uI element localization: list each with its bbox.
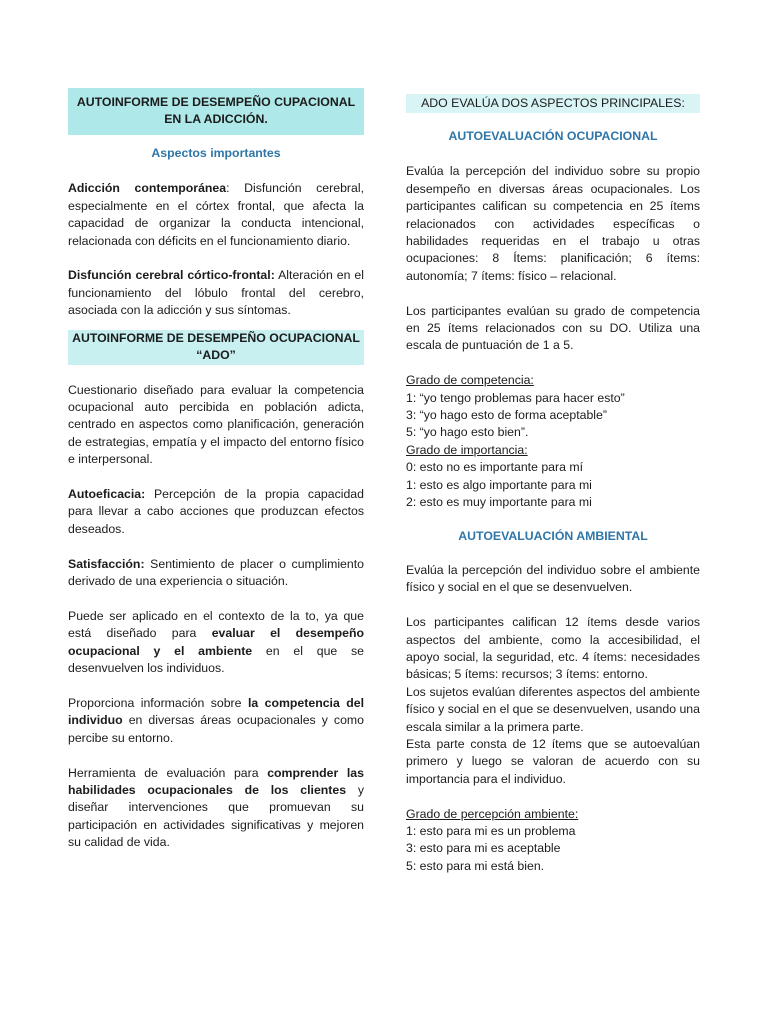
text-info-b: en diversas áreas ocupacionales y como percibe su entorno. xyxy=(68,713,364,745)
paragraph-participantes: Los participantes evalúan su grado de competencia en 25 ítems relacionados con su DO. Utiliza una escala de puntuación de 1 a 5. xyxy=(406,303,700,353)
importancia-item: 0: esto no es importante para mí xyxy=(406,460,584,475)
left-column xyxy=(68,88,364,852)
def-autoeficacia: Percepción de la propia capacidad para llevar a cabo acciones que produzcan efectos deseados. xyxy=(68,487,364,536)
paragraph-cuestionario: Cuestionario diseñado para evaluar la competencia ocupacional auto percibida en población adicta, centrado en aspectos como planificación, generación de estrategias, empatía y el impacto del entorno físico e interpersonal. xyxy=(68,382,364,467)
percepcion-heading: Grado de percepción ambiente: xyxy=(406,806,579,821)
paragraph-consta: Esta parte consta de 12 ítems que se autoevalúan primero y luego se valoran de acuerdo con su importancia para el individuo. xyxy=(406,736,700,786)
paragraph-sujetos: Los sujetos evalúan diferentes aspectos del ambiente físico y social en el que se desenvuelven, usando una escala similar a la primera parte. xyxy=(406,684,700,734)
paragraph-disfuncion xyxy=(68,267,364,319)
term-satisfaccion: Satisfacción: xyxy=(68,556,145,571)
term-disfuncion: Disfunción cerebral córtico-frontal: xyxy=(68,268,275,283)
paragraph-satisfaccion xyxy=(68,556,364,591)
right-column xyxy=(406,94,700,875)
percepcion-item: 1: esto para mi es un problema xyxy=(406,823,576,838)
top-box-text: ADO EVALÚA DOS ASPECTOS PRINCIPALES: xyxy=(421,96,685,110)
percepcion-item: 3: esto para mi es aceptable xyxy=(406,841,561,856)
def-disfuncion: Alteración en el funcionamiento del lóbulo frontal del cerebro, asociada con la adicción y sus síntomas. xyxy=(68,268,364,318)
percepcion-item: 5: esto para mi está bien. xyxy=(406,858,545,873)
text-herramienta-bold: comprender las habilidades ocupacionales de los clientes xyxy=(68,765,364,797)
text-info-bold: la competencia del individuo xyxy=(68,695,364,728)
text-contexto-a: Puede ser aplicado en el contexto de la to, ya que está diseñado para xyxy=(68,608,364,641)
top-box xyxy=(406,94,700,113)
term-adiccion: Adicción contemporánea xyxy=(68,181,227,196)
importancia-item: 2: esto es muy importante para mi xyxy=(406,495,592,510)
text-herramienta-b: y diseñar intervenciones que promuevan su participación en actividades significativas y mejoren su calidad de vida. xyxy=(68,782,364,850)
paragraph-ocupacional: Evalúa la percepción del individuo sobre su propio desempeño en diversas áreas ocupacionales. Los participantes califican su competencia en 25 ítems relacionados con actividades específicas o habilidades requeridas en el trabajo u otras ocupaciones: 8 Ítems: planificación; 6 ítems: autonomía; 7 ítems: físico – relacional. xyxy=(406,164,700,283)
title-text: AUTOINFORME DE DESEMPEÑO CUPACIONAL EN LA ADICCIÓN. xyxy=(76,95,356,126)
paragraph-autoeficacia xyxy=(68,486,364,538)
paragraph-califican: Los participantes califican 12 ítems desde varios aspectos del ambiente, como la accesibilidad, el apoyo social, la seguridad, etc. 4 ítems: necesidades básicas; 5 ítems: recursos; 3 ítems: entorno. xyxy=(406,615,700,682)
competencia-heading: Grado de competencia: xyxy=(406,373,534,388)
text-herramienta-a: Herramienta de evaluación para xyxy=(68,765,268,780)
heading-ambiental: AUTOEVALUACIÓN AMBIENTAL xyxy=(458,528,648,543)
text-contexto-b: en el que se desenvuelven los individuos. xyxy=(68,643,365,676)
text-contexto-bold: evaluar el desempeño ocupacional y el ambiente xyxy=(68,626,364,658)
heading-ocupacional: AUTOEVALUACIÓN OCUPACIONAL xyxy=(448,129,658,143)
term-autoeficacia: Autoeficacia: xyxy=(68,487,146,502)
def-satisfaccion: Sentimiento de placer o cumplimiento derivado de una experiencia o situación. xyxy=(68,556,364,589)
paragraph-contexto xyxy=(68,608,364,678)
importancia-heading: Grado de importancia: xyxy=(406,442,528,457)
title-box xyxy=(68,88,364,135)
paragraph-adiccion xyxy=(68,180,364,250)
competencia-item: 5: “yo hago esto bien”. xyxy=(406,425,529,440)
competencia-item: 1: “yo tengo problemas para hacer esto” xyxy=(406,390,625,405)
importancia-item: 1: esto es algo importante para mi xyxy=(406,477,592,492)
paragraph-herramienta xyxy=(68,765,364,852)
competencia-item: 3: “yo hago esto de forma aceptable” xyxy=(406,408,607,423)
aspects-heading: Aspectos importantes xyxy=(151,146,281,160)
paragraph-informacion xyxy=(68,695,364,747)
def-adiccion: : Disfunción cerebral, especialmente en el córtex frontal, que afecta la capacidad de organizar la conducta intencional, relacionada con déficits en el funcionamiento diario. xyxy=(68,181,364,248)
paragraph-ambiental: Evalúa la percepción del individuo sobre el ambiente físico y social en el que se desenvuelven. xyxy=(406,562,700,595)
text-info-a: Proporciona información sobre xyxy=(68,695,248,710)
ado-box xyxy=(68,330,364,365)
ado-box-text: AUTOINFORME DE DESEMPEÑO OCUPACIONAL “ADO” xyxy=(72,330,360,362)
